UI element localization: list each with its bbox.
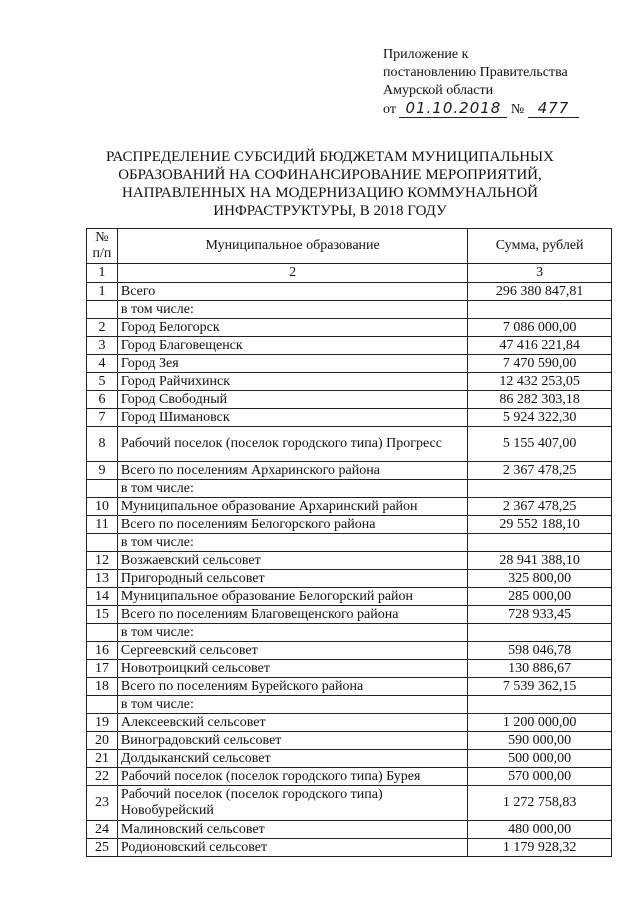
row-name-cell: Город Зея — [117, 355, 467, 373]
row-num-cell: 18 — [87, 678, 118, 696]
row-name-cell: Рабочий поселок (поселок городского типа) Новобурейский — [117, 786, 467, 821]
row-name-cell: Город Белогорск — [117, 319, 467, 337]
row-num-cell: 6 — [87, 391, 118, 409]
table-row — [87, 301, 612, 319]
row-sum-cell: 480 000,00 — [468, 821, 612, 839]
row-num-cell: 8 — [87, 427, 118, 462]
table-row — [87, 732, 612, 750]
handwritten-number: 477 — [528, 99, 580, 118]
row-num-cell: 1 — [87, 283, 118, 301]
row-num-cell — [87, 301, 118, 319]
table-row — [87, 534, 612, 552]
row-name-cell: Всего по поселениям Благовещенского района — [117, 606, 467, 624]
table-row — [87, 696, 612, 714]
col-index-3: 3 — [468, 264, 612, 283]
row-sum-cell: 1 179 928,32 — [468, 839, 612, 857]
table-row — [87, 498, 612, 516]
row-num-cell — [87, 696, 118, 714]
row-name-cell: Алексеевский сельсовет — [117, 714, 467, 732]
title-line-2: ОБРАЗОВАНИЙ НА СОФИНАНСИРОВАНИЕ МЕРОПРИЯТИЙ, — [118, 167, 542, 183]
row-sum-cell: 285 000,00 — [468, 588, 612, 606]
table-row — [87, 821, 612, 839]
row-sum-cell: 7 086 000,00 — [468, 319, 612, 337]
row-name-cell: Город Благовещенск — [117, 337, 467, 355]
row-name-cell: Рабочий поселок (поселок городского типа) Бурея — [117, 768, 467, 786]
row-name-cell: Город Райчихинск — [117, 373, 467, 391]
row-num-cell: 9 — [87, 462, 118, 480]
table-row — [87, 337, 612, 355]
title-line-4: ИНФРАСТРУКТУРЫ, В 2018 ГОДУ — [213, 203, 447, 219]
table-row — [87, 768, 612, 786]
row-num-cell: 3 — [87, 337, 118, 355]
appendix-line-3: Амурской области — [383, 83, 494, 98]
row-num-cell: 25 — [87, 839, 118, 857]
row-name-cell: в том числе: — [117, 480, 467, 498]
table-row — [87, 391, 612, 409]
row-sum-cell: 5 155 407,00 — [468, 427, 612, 462]
row-num-cell: 19 — [87, 714, 118, 732]
row-name-cell: Всего по поселениям Архаринского района — [117, 462, 467, 480]
row-name-cell: Всего — [117, 283, 467, 301]
row-name-cell: Город Шимановск — [117, 409, 467, 427]
row-sum-cell: 5 924 322,30 — [468, 409, 612, 427]
row-num-cell — [87, 534, 118, 552]
appendix-line-1: Приложение к — [383, 47, 469, 62]
row-num-cell: 11 — [87, 516, 118, 534]
table-row — [87, 427, 612, 462]
table-row — [87, 750, 612, 768]
row-sum-cell: 325 800,00 — [468, 570, 612, 588]
row-num-cell: 10 — [87, 498, 118, 516]
row-sum-cell — [468, 696, 612, 714]
row-num-cell: 12 — [87, 552, 118, 570]
subsidy-table — [86, 228, 612, 857]
row-name-cell: Всего по поселениям Белогорского района — [117, 516, 467, 534]
row-name-cell: в том числе: — [117, 696, 467, 714]
column-index-row — [87, 264, 612, 283]
table-row — [87, 624, 612, 642]
number-prefix: № — [510, 102, 525, 117]
handwritten-date: 01.10.2018 — [399, 99, 507, 118]
table-row — [87, 660, 612, 678]
row-name-cell: Всего по поселениям Бурейского района — [117, 678, 467, 696]
row-num-cell — [87, 624, 118, 642]
row-name-cell: Малиновский сельсовет — [117, 821, 467, 839]
row-sum-cell: 29 552 188,10 — [468, 516, 612, 534]
row-num-cell: 13 — [87, 570, 118, 588]
row-name-cell: Муниципальное образование Белогорский район — [117, 588, 467, 606]
row-num-cell: 2 — [87, 319, 118, 337]
row-name-cell: Возжаевский сельсовет — [117, 552, 467, 570]
appendix-date-row — [383, 100, 623, 119]
row-sum-cell: 500 000,00 — [468, 750, 612, 768]
row-sum-cell: 598 046,78 — [468, 642, 612, 660]
row-sum-cell: 28 941 388,10 — [468, 552, 612, 570]
table-row — [87, 642, 612, 660]
table-row — [87, 552, 612, 570]
row-sum-cell: 2 367 478,25 — [468, 498, 612, 516]
table-row — [87, 714, 612, 732]
row-name-cell: Новотроицкий сельсовет — [117, 660, 467, 678]
row-sum-cell: 728 933,45 — [468, 606, 612, 624]
row-name-cell: Долдыканский сельсовет — [117, 750, 467, 768]
row-name-cell: Пригородный сельсовет — [117, 570, 467, 588]
table-row — [87, 355, 612, 373]
row-num-cell: 7 — [87, 409, 118, 427]
row-sum-cell: 2 367 478,25 — [468, 462, 612, 480]
appendix-block — [383, 46, 623, 119]
table-row — [87, 588, 612, 606]
row-name-cell: Родионовский сельсовет — [117, 839, 467, 857]
row-name-cell: Рабочий поселок (поселок городского типа) Прогресс — [117, 427, 467, 462]
row-num-cell: 23 — [87, 786, 118, 821]
row-name-cell: Сергеевский сельсовет — [117, 642, 467, 660]
date-prefix: от — [383, 102, 396, 117]
header-num: № п/п — [87, 229, 118, 264]
row-name-cell: в том числе: — [117, 534, 467, 552]
row-sum-cell: 7 470 590,00 — [468, 355, 612, 373]
row-sum-cell: 1 272 758,83 — [468, 786, 612, 821]
row-sum-cell: 130 886,67 — [468, 660, 612, 678]
row-num-cell: 24 — [87, 821, 118, 839]
row-sum-cell: 86 282 303,18 — [468, 391, 612, 409]
row-sum-cell: 590 000,00 — [468, 732, 612, 750]
row-name-cell: Муниципальное образование Архаринский район — [117, 498, 467, 516]
row-num-cell: 4 — [87, 355, 118, 373]
title-line-3: НАПРАВЛЕННЫХ НА МОДЕРНИЗАЦИЮ КОММУНАЛЬНОЙ — [122, 185, 538, 201]
table-row — [87, 678, 612, 696]
row-num-cell: 16 — [87, 642, 118, 660]
table-row — [87, 839, 612, 857]
table-row — [87, 409, 612, 427]
row-num-cell — [87, 480, 118, 498]
row-sum-cell: 7 539 362,15 — [468, 678, 612, 696]
table-row — [87, 606, 612, 624]
row-num-cell: 21 — [87, 750, 118, 768]
table-row — [87, 283, 612, 301]
row-sum-cell: 570 000,00 — [468, 768, 612, 786]
table-row — [87, 786, 612, 821]
row-sum-cell: 296 380 847,81 — [468, 283, 612, 301]
row-num-cell: 20 — [87, 732, 118, 750]
table-body — [87, 283, 612, 857]
header-name: Муниципальное образование — [117, 229, 467, 264]
appendix-line-2: постановлению Правительства — [383, 65, 568, 80]
row-sum-cell — [468, 624, 612, 642]
row-num-cell: 14 — [87, 588, 118, 606]
table-row — [87, 462, 612, 480]
header-sum: Сумма, рублей — [468, 229, 612, 264]
row-num-cell: 5 — [87, 373, 118, 391]
row-sum-cell: 12 432 253,05 — [468, 373, 612, 391]
title-line-1: РАСПРЕДЕЛЕНИЕ СУБСИДИЙ БЮДЖЕТАМ МУНИЦИПАЛЬНЫХ — [106, 149, 554, 165]
row-sum-cell: 47 416 221,84 — [468, 337, 612, 355]
table-row — [87, 480, 612, 498]
row-sum-cell — [468, 534, 612, 552]
document-title — [70, 148, 590, 220]
row-name-cell: в том числе: — [117, 301, 467, 319]
row-sum-cell: 1 200 000,00 — [468, 714, 612, 732]
row-name-cell: в том числе: — [117, 624, 467, 642]
table-row — [87, 570, 612, 588]
row-name-cell: Город Свободный — [117, 391, 467, 409]
table-row — [87, 373, 612, 391]
row-sum-cell — [468, 480, 612, 498]
row-num-cell: 15 — [87, 606, 118, 624]
row-sum-cell — [468, 301, 612, 319]
table-header-row — [87, 229, 612, 264]
row-num-cell: 22 — [87, 768, 118, 786]
table-row — [87, 319, 612, 337]
col-index-2: 2 — [117, 264, 467, 283]
row-num-cell: 17 — [87, 660, 118, 678]
table-row — [87, 516, 612, 534]
row-name-cell: Виноградовский сельсовет — [117, 732, 467, 750]
col-index-1: 1 — [87, 264, 118, 283]
